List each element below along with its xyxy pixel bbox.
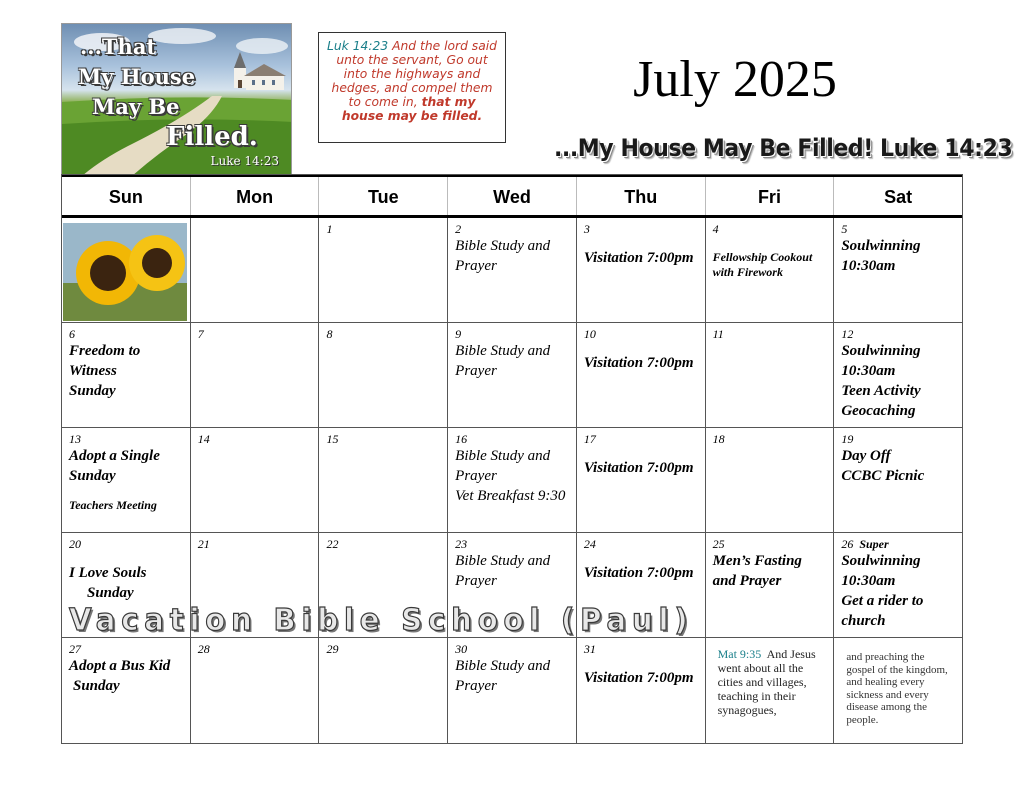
day-number: 25 — [712, 537, 725, 551]
event-text: Witness — [69, 363, 117, 379]
day-cell-19[interactable] — [834, 428, 962, 532]
weekday-mon: Mon — [191, 177, 320, 215]
event-text: Bible Study and — [455, 658, 551, 674]
day-number: 8 — [326, 327, 333, 341]
hero-reference: Luke 14:23 — [210, 154, 279, 168]
theme-banner: ...My House May Be Filled! Luke 14:23 — [554, 134, 1013, 162]
day-number: 18 — [712, 432, 725, 446]
day-cell-27[interactable] — [62, 638, 191, 743]
day-number: 16 — [455, 432, 468, 446]
day-number: 28 — [197, 642, 210, 656]
day-number: 11 — [712, 327, 724, 341]
day-number: 4 — [712, 222, 719, 236]
event-text: Super — [859, 537, 889, 551]
event-text: Adopt a Single — [69, 448, 160, 464]
event-text: Teen Activity — [841, 383, 921, 399]
day-cell-12[interactable] — [834, 323, 962, 427]
hero-text-line2: My House — [78, 64, 196, 89]
event-text: Prayer — [455, 678, 497, 694]
day-cell-empty — [191, 218, 320, 322]
event-text: Fellowship Cookout — [712, 250, 813, 264]
day-number: 27 — [69, 642, 81, 656]
day-cell-4[interactable] — [706, 218, 835, 322]
event-text: 10:30am — [841, 573, 896, 589]
day-number: 23 — [455, 537, 468, 551]
day-cell-13[interactable] — [62, 428, 191, 532]
weekday-thu: Thu — [577, 177, 706, 215]
day-cell-15[interactable] — [319, 428, 448, 532]
month-title: July 2025 — [633, 51, 837, 108]
weekday-header — [62, 175, 962, 218]
event-text: Adopt a Bus Kid — [69, 658, 171, 674]
day-cell-11[interactable] — [706, 323, 835, 427]
day-cell-30[interactable] — [448, 638, 577, 743]
scripture-text: And the lord said unto the servant, Go out into the highways and hedges, and compel them to come in, — [331, 39, 497, 109]
event-text: Geocaching — [841, 403, 916, 419]
event-text: Visitation 7:00pm — [583, 460, 694, 476]
day-number: 15 — [326, 432, 339, 446]
week-row — [62, 218, 962, 323]
hero-text-line1: ...That — [80, 34, 157, 59]
event-text: Get a rider to — [841, 593, 924, 609]
verse-note — [713, 643, 827, 717]
event-text: I Love Souls — [69, 565, 147, 581]
scripture-reference: Luk 14:23 — [327, 39, 389, 53]
day-cell-6[interactable] — [62, 323, 191, 427]
day-number: 14 — [197, 432, 210, 446]
day-cell-2[interactable] — [448, 218, 577, 322]
day-number: 12 — [841, 327, 854, 341]
event-text: Bible Study and — [455, 343, 551, 359]
calendar-grid — [61, 174, 963, 744]
day-cell-9[interactable] — [448, 323, 577, 427]
day-number: 19 — [841, 432, 854, 446]
vbs-banner: Vacation Bible School (Paul) — [69, 603, 694, 638]
hero-text-line3: May Be — [92, 94, 180, 119]
day-number: 24 — [583, 537, 596, 551]
weekday-fri: Fri — [706, 177, 835, 215]
event-text: Sunday — [69, 383, 116, 399]
verse-cell — [706, 638, 835, 743]
event-text: Teachers Meeting — [69, 498, 157, 512]
event-text: Bible Study and — [455, 448, 551, 464]
day-cell-26[interactable] — [834, 533, 962, 637]
event-text: Soulwinning — [841, 238, 921, 254]
day-number: 7 — [197, 327, 204, 341]
event-text: Day Off — [841, 448, 891, 464]
day-cell-29[interactable] — [319, 638, 448, 743]
day-cell-10[interactable] — [577, 323, 706, 427]
scripture-box — [318, 32, 506, 143]
day-cell-7[interactable] — [191, 323, 320, 427]
verse-cell — [834, 638, 962, 743]
event-text: Bible Study and — [455, 238, 551, 254]
day-number: 5 — [841, 222, 848, 236]
day-number: 13 — [69, 432, 81, 446]
event-text: Sunday — [87, 585, 134, 601]
day-number: 20 — [69, 537, 81, 551]
hero-text-line4: Filled. — [166, 122, 258, 152]
event-text: and Prayer — [712, 573, 782, 589]
day-cell-empty — [62, 218, 191, 322]
day-number: 10 — [583, 327, 596, 341]
event-text: Sunday — [73, 678, 120, 694]
event-text: Visitation 7:00pm — [583, 670, 694, 686]
day-number: 29 — [326, 642, 339, 656]
event-text: Soulwinning — [841, 343, 921, 359]
day-number: 30 — [455, 642, 468, 656]
event-text: Sunday — [69, 468, 116, 484]
day-number: 9 — [455, 327, 462, 341]
day-cell-18[interactable] — [706, 428, 835, 532]
weekday-tue: Tue — [319, 177, 448, 215]
week-row — [62, 323, 962, 428]
day-number: 21 — [197, 537, 210, 551]
weekday-wed: Wed — [448, 177, 577, 215]
weekday-sat: Sat — [884, 187, 913, 207]
day-cell-1[interactable] — [319, 218, 448, 322]
event-text: Freedom to — [69, 343, 141, 359]
event-text: Visitation 7:00pm — [583, 565, 694, 581]
weekday-sun: Sun — [62, 177, 191, 215]
day-number: 22 — [326, 537, 339, 551]
day-number-value: 26 — [841, 537, 854, 551]
sunflower-image — [63, 223, 187, 321]
scripture-emphasis: that my house may be filled. — [341, 95, 483, 123]
event-text: Visitation 7:00pm — [583, 250, 694, 266]
event-text: Prayer — [455, 363, 497, 379]
day-cell-3[interactable] — [577, 218, 706, 322]
verse-text: And Jesus went about all the cities and villages, teaching in their synagogues, — [717, 647, 816, 717]
header-image — [61, 23, 292, 175]
day-number: 31 — [583, 642, 596, 656]
event-text: Prayer — [455, 573, 497, 589]
day-cell-28[interactable] — [191, 638, 320, 743]
event-text: Bible Study and — [455, 553, 551, 569]
day-number: 1 — [326, 222, 333, 236]
event-text: with Firework — [712, 265, 783, 279]
event-text: CCBC Picnic — [841, 468, 925, 484]
day-cell-14[interactable] — [191, 428, 320, 532]
event-text: 10:30am — [841, 363, 896, 379]
day-cell-16[interactable] — [448, 428, 577, 532]
verse-reference: Mat 9:35 — [717, 647, 762, 661]
event-text: Soulwinning — [841, 553, 921, 569]
event-text: Visitation 7:00pm — [583, 355, 694, 371]
event-text: Vet Breakfast 9:30 — [455, 488, 566, 504]
day-cell-31[interactable] — [577, 638, 706, 743]
day-number: 6 — [69, 327, 75, 341]
day-number — [841, 538, 955, 551]
day-number: 3 — [583, 222, 590, 236]
day-cell-5[interactable] — [834, 218, 962, 322]
day-cell-8[interactable] — [319, 323, 448, 427]
day-number: 17 — [583, 432, 596, 446]
event-text: Men’s Fasting — [712, 553, 802, 569]
event-text: church — [841, 613, 886, 629]
day-cell-17[interactable] — [577, 428, 706, 532]
event-text: 10:30am — [841, 258, 896, 274]
verse-continuation: and preaching the gospel of the kingdom, and healing every sickness and every disease among the people. — [846, 651, 948, 726]
event-text: Prayer — [455, 258, 497, 274]
week-row — [62, 428, 962, 533]
week-row — [62, 638, 962, 743]
day-number: 2 — [455, 222, 462, 236]
event-text: Prayer — [455, 468, 497, 484]
